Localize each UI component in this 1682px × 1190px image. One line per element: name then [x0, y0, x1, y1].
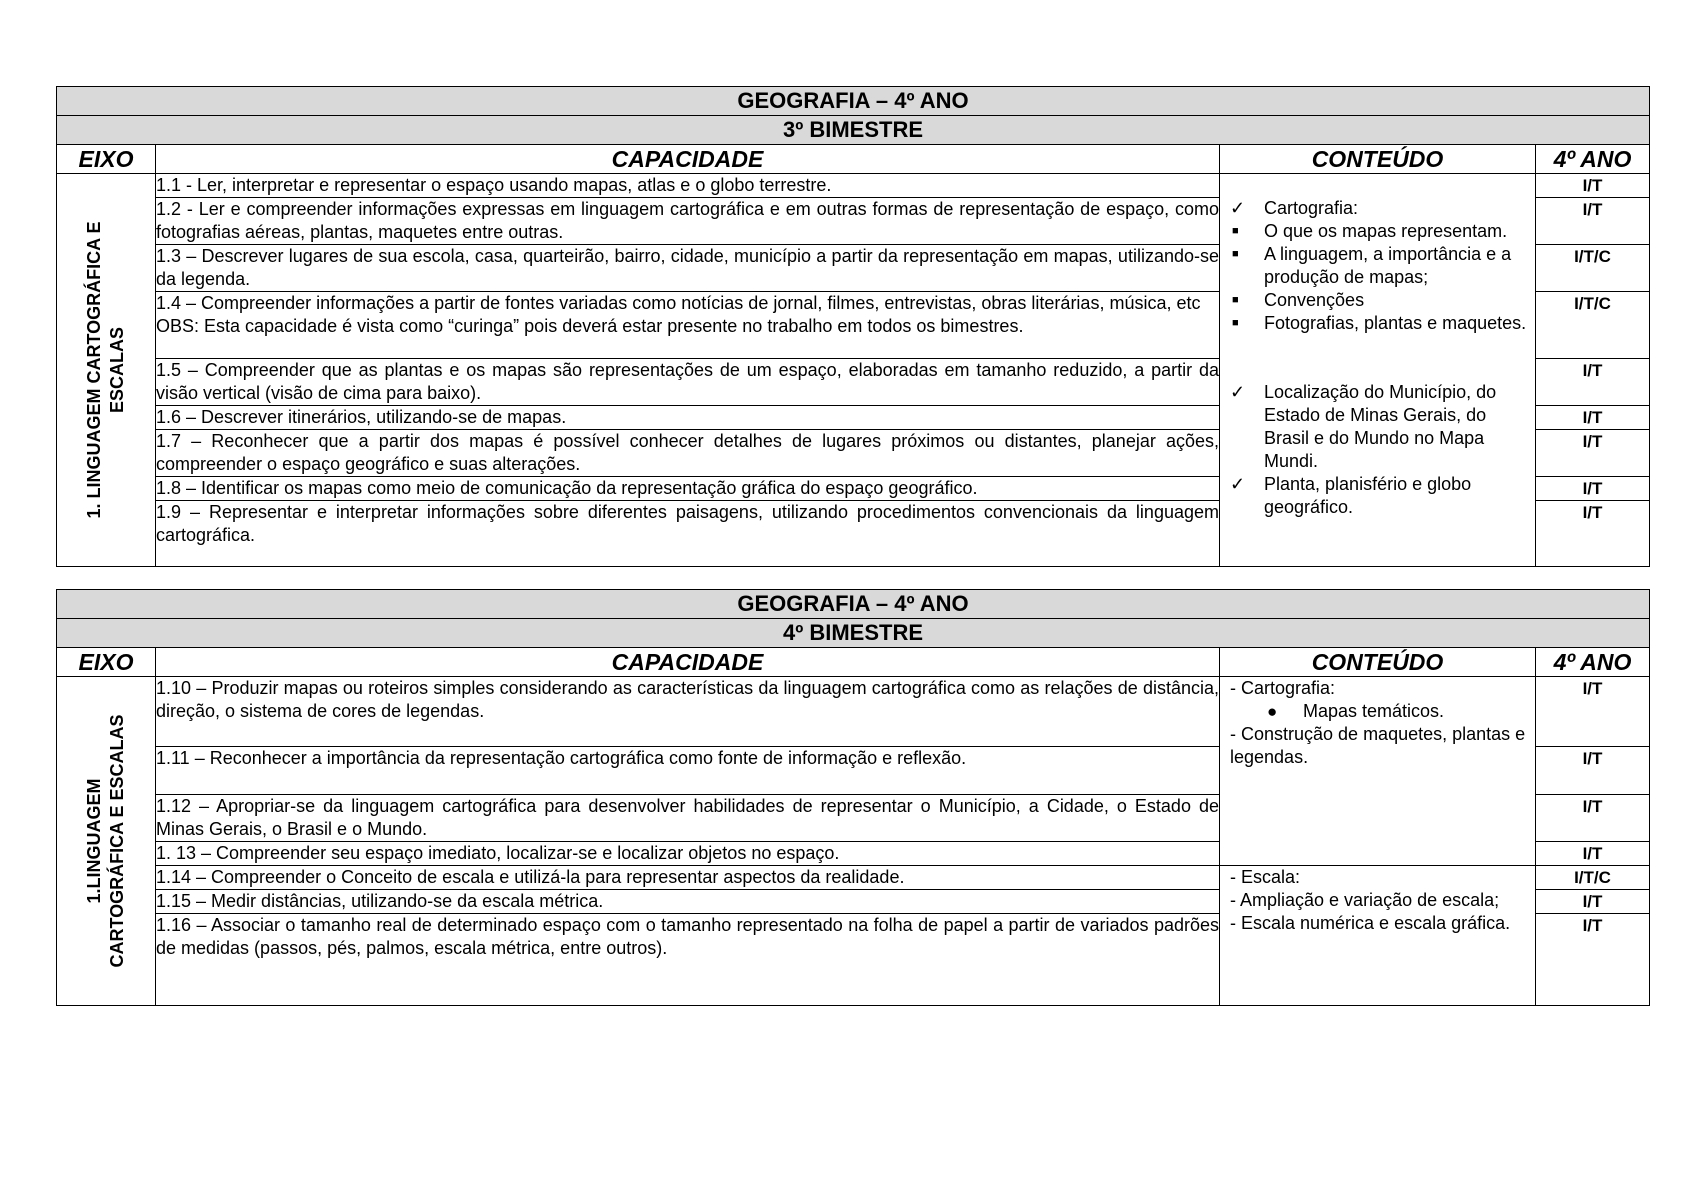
- capacidade-text: 1.5 – Compreender que as plantas e os mapas são representações de um espaço, elaboradas em tamanho reduzido, a partir da visão vertical (visão de cima para baixo).: [156, 359, 1220, 406]
- list-item: ✓ Cartografia:: [1230, 198, 1359, 218]
- table-row: [57, 677, 1650, 747]
- table-3-bimestre: [56, 86, 1650, 567]
- capacidade-text: 1.6 – Descrever itinerários, utilizando-se de mapas.: [156, 406, 1220, 430]
- level-cell: I/T: [1536, 477, 1650, 501]
- level-cell: I/T/C: [1536, 292, 1650, 359]
- table-title: GEOGRAFIA – 4º ANO: [57, 590, 1650, 619]
- list-item: ■ A linguagem, a importância e a produção de mapas;: [1232, 244, 1512, 287]
- level-cell: I/T/C: [1536, 866, 1650, 890]
- list-item: ■ Fotografias, plantas e maquetes.: [1232, 313, 1527, 333]
- capacidade-text: 1.14 – Compreender o Conceito de escala e utilizá-la para representar aspectos da realidade.: [156, 866, 1220, 890]
- conteudo-cell-cartografia: - Cartografia: ● Mapas temáticos. - Construção de maquetes, plantas e legendas.: [1220, 677, 1536, 866]
- conteudo-cell: [1220, 174, 1536, 567]
- level-cell: I/T: [1536, 842, 1650, 866]
- square-bullet-icon: ■: [1232, 225, 1239, 237]
- table-4-bimestre: [56, 589, 1650, 1006]
- capacidade-text: 1.16 – Associar o tamanho real de determinado espaço com o tamanho representado na folha de papel a partir de variados padrões de medidas (passos, pés, palmos, escala métrica, entre outros).: [156, 914, 1220, 1006]
- square-bullet-icon: ■: [1232, 294, 1239, 306]
- list-item: ✓ Localização do Município, do Estado de Minas Gerais, do Brasil e do Mundo no Mapa Mundi.: [1230, 382, 1497, 471]
- capacidade-text: 1.7 – Reconhecer que a partir dos mapas é possível conhecer detalhes de lugares próximos ou distantes, planejar ações, compreender o espaço geográfico e suas alterações.: [156, 430, 1220, 477]
- list-item: ■ Convenções: [1232, 290, 1365, 310]
- capacidade-text: 1.1 - Ler, interpretar e representar o espaço usando mapas, atlas e o globo terrestre.: [156, 174, 1220, 198]
- capacidade-text: 1.11 – Reconhecer a importância da representação cartográfica como fonte de informação e reflexão.: [156, 747, 1220, 795]
- capacidade-text: 1.12 – Apropriar-se da linguagem cartográfica para desenvolver habilidades de representar o Município, a Cidade, o Estado de Minas Gerais, o Brasil e o Mundo.: [156, 795, 1220, 842]
- obs-note: OBS: Esta capacidade é vista como “curinga” pois deverá estar presente no trabalho em todos os bimestres.: [156, 316, 1024, 336]
- table-row: [57, 174, 1650, 198]
- check-icon: ✓: [1230, 474, 1246, 494]
- capacidade-text: 1.15 – Medir distâncias, utilizando-se da escala métrica.: [156, 890, 1220, 914]
- header-conteudo: CONTEÚDO: [1220, 145, 1536, 174]
- header-eixo: EIXO: [57, 145, 156, 174]
- conteudo-list-cartografia: [1220, 197, 1535, 335]
- header-capacidade: CAPACIDADE: [156, 145, 1220, 174]
- header-conteudo: CONTEÚDO: [1220, 648, 1536, 677]
- level-cell: I/T: [1536, 890, 1650, 914]
- table-title: GEOGRAFIA – 4º ANO: [57, 87, 1650, 116]
- table-row: [57, 866, 1650, 890]
- capacidade-text: 1.3 – Descrever lugares de sua escola, casa, quarteirão, bairro, cidade, município a partir da representação em mapas, utilizando-se da legenda.: [156, 245, 1220, 292]
- header-capacidade: CAPACIDADE: [156, 648, 1220, 677]
- square-bullet-icon: ■: [1232, 317, 1239, 329]
- conteudo-list-localizacao: [1220, 381, 1535, 519]
- eixo-label: 1.LINGUAGEM CARTOGRÁFICA E ESCALAS: [84, 714, 127, 968]
- level-cell: I/T: [1536, 359, 1650, 406]
- bullet-icon: ●: [1267, 702, 1278, 721]
- level-cell: I/T: [1536, 747, 1650, 795]
- level-cell: I/T: [1536, 174, 1650, 198]
- level-cell: I/T/C: [1536, 245, 1650, 292]
- check-icon: ✓: [1230, 382, 1246, 402]
- capacidade-text: 1.8 – Identificar os mapas como meio de comunicação da representação gráfica do espaço geográfico.: [156, 477, 1220, 501]
- level-cell: I/T: [1536, 501, 1650, 567]
- list-item: ■ O que os mapas representam.: [1232, 221, 1508, 241]
- eixo-label: 1. LINGUAGEM CARTOGRÁFICA E ESCALAS: [84, 221, 127, 519]
- header-ano: 4º ANO: [1536, 145, 1650, 174]
- level-cell: I/T: [1536, 430, 1650, 477]
- list-item: ● Mapas temáticos.: [1267, 701, 1445, 721]
- level-cell: I/T: [1536, 677, 1650, 747]
- square-bullet-icon: ■: [1232, 248, 1239, 260]
- header-ano: 4º ANO: [1536, 648, 1650, 677]
- eixo-cell: [57, 174, 156, 567]
- capacidade-text: 1.9 – Representar e interpretar informações sobre diferentes paisagens, utilizando procedimentos convencionais da linguagem cartográfica.: [156, 501, 1220, 567]
- list-item: ✓ Planta, planisfério e globo geográfico.: [1230, 474, 1472, 517]
- capacidade-text: 1. 13 – Compreender seu espaço imediato, localizar-se e localizar objetos no espaço.: [156, 842, 1220, 866]
- capacidade-text: 1.2 - Ler e compreender informações expressas em linguagem cartográfica e em outras formas de representação de espaço, como fotografias aéreas, plantas, maquetes entre outras.: [156, 198, 1220, 245]
- table-subtitle: 4º BIMESTRE: [57, 619, 1650, 648]
- capacidade-text: 1.4 – Compreender informações a partir de fontes variadas como notícias de jornal, filmes, entrevistas, obras literárias, música, etc OBS: Esta capacidade é vista como “curinga” pois deverá estar presente no trabalho em todos os bimestres.: [156, 292, 1220, 359]
- check-icon: ✓: [1230, 198, 1246, 218]
- table-subtitle: 3º BIMESTRE: [57, 116, 1650, 145]
- header-eixo: EIXO: [57, 648, 156, 677]
- level-cell: I/T: [1536, 795, 1650, 842]
- eixo-cell: [57, 677, 156, 1006]
- capacidade-text: 1.10 – Produzir mapas ou roteiros simples considerando as características da linguagem cartográfica como as relações de distância, direção, o sistema de cores de legendas.: [156, 677, 1220, 747]
- level-cell: I/T: [1536, 198, 1650, 245]
- conteudo-cell-escala: - Escala: - Ampliação e variação de escala; - Escala numérica e escala gráfica.: [1220, 866, 1536, 1006]
- level-cell: I/T: [1536, 406, 1650, 430]
- level-cell: I/T: [1536, 914, 1650, 1006]
